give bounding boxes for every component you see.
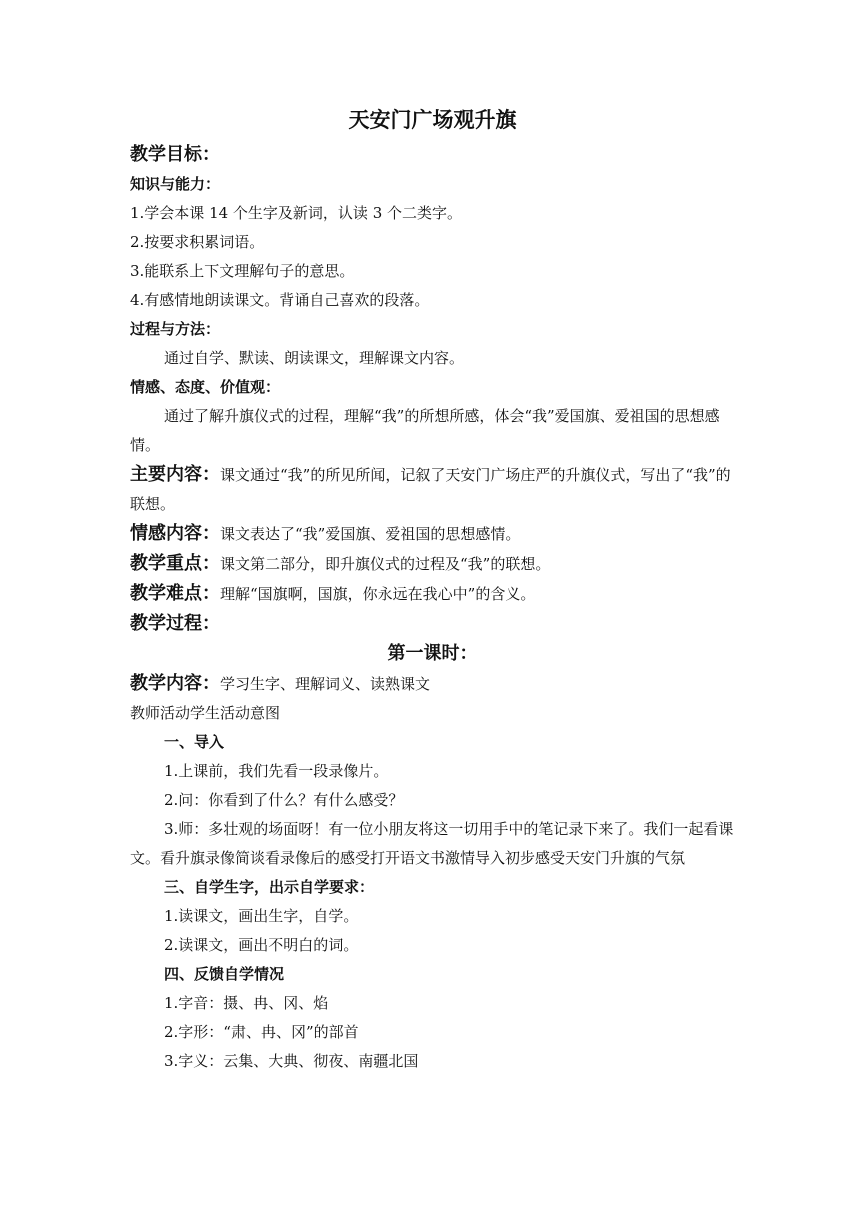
process-method-heading: 过程与方法： <box>130 320 221 338</box>
lesson1-content-text: 学习生字、理解词义、读熟课文 <box>220 675 431 693</box>
process-method-text: 通过自学、默读、朗读课文，理解课文内容。 <box>164 349 465 367</box>
section4-item: 2.字形：“肃、冉、冈”的部首 <box>164 1023 359 1041</box>
key-points-text: 课文第二部分，即升旗仪式的过程及“我”的联想。 <box>220 555 551 573</box>
document-body <box>130 100 735 1076</box>
emotion-content-label: 情感内容： <box>130 523 220 544</box>
lesson1-heading: 第一课时： <box>387 643 478 664</box>
section4-item: 3.字义：云集、大典、彻夜、南疆北国 <box>164 1052 419 1070</box>
emotion-values-text: 通过了解升旗仪式的过程，理解“我”的所想所感，体会“我”爱国旗、爱祖国的思想感情。 <box>130 407 720 454</box>
emotion-content-paragraph <box>130 519 735 549</box>
knowledge-item: 3.能联系上下文理解句子的意思。 <box>130 262 355 280</box>
difficulties-text: 理解“国旗啊，国旗，你永远在我心中”的含义。 <box>220 585 536 603</box>
lesson1-content-label: 教学内容： <box>130 673 220 694</box>
knowledge-item: 4.有感情地朗读课文。背诵自己喜欢的段落。 <box>130 291 430 309</box>
section3-item: 2.读课文，画出不明白的词。 <box>164 936 359 954</box>
section1-item: 2.问：你看到了什么？有什么感受？ <box>164 791 404 809</box>
section3-heading: 三、自学生字，出示自学要求： <box>164 878 375 896</box>
section4-item: 1.字音：摄、冉、冈、焰 <box>164 994 329 1012</box>
section1-item: 3.师：多壮观的场面呀！有一位小朋友将这一切用手中的笔记录下来了。我们一起看课文。看升旗录像简谈看录像后的感受打开语文书激情导入初步感受天安门升旗的气氛 <box>130 820 734 867</box>
knowledge-item: 2.按要求积累词语。 <box>130 233 265 251</box>
section1-item: 1.上课前，我们先看一段录像片。 <box>164 762 389 780</box>
difficulties-label: 教学难点： <box>130 583 220 604</box>
key-points-label: 教学重点： <box>130 553 220 574</box>
process-heading: 教学过程： <box>130 613 220 634</box>
knowledge-heading: 知识与能力： <box>130 175 221 193</box>
emotion-content-text: 课文表达了“我”爱国旗、爱祖国的思想感情。 <box>220 525 521 543</box>
main-content-label: 主要内容： <box>130 464 220 485</box>
key-points-paragraph <box>130 549 735 579</box>
main-content-text: 课文通过“我”的所见所闻，记叙了天安门广场庄严的升旗仪式，写出了“我”的联想。 <box>130 466 731 513</box>
knowledge-item: 1.学会本课 14 个生字及新词，认读 3 个二类字。 <box>130 204 463 222</box>
lesson1-content-paragraph <box>130 669 735 699</box>
section1-heading: 一、导入 <box>164 733 225 751</box>
activity-header: 教师活动学生活动意图 <box>130 704 281 722</box>
difficulties-paragraph <box>130 579 735 609</box>
emotion-values-heading: 情感、态度、价值观： <box>130 378 281 396</box>
main-content-paragraph <box>130 460 735 519</box>
section4-heading: 四、反馈自学情况 <box>164 965 285 983</box>
section3-item: 1.读课文，画出生字，自学。 <box>164 907 359 925</box>
objectives-heading: 教学目标： <box>130 144 220 165</box>
document-title: 天安门广场观升旗 <box>348 108 517 132</box>
